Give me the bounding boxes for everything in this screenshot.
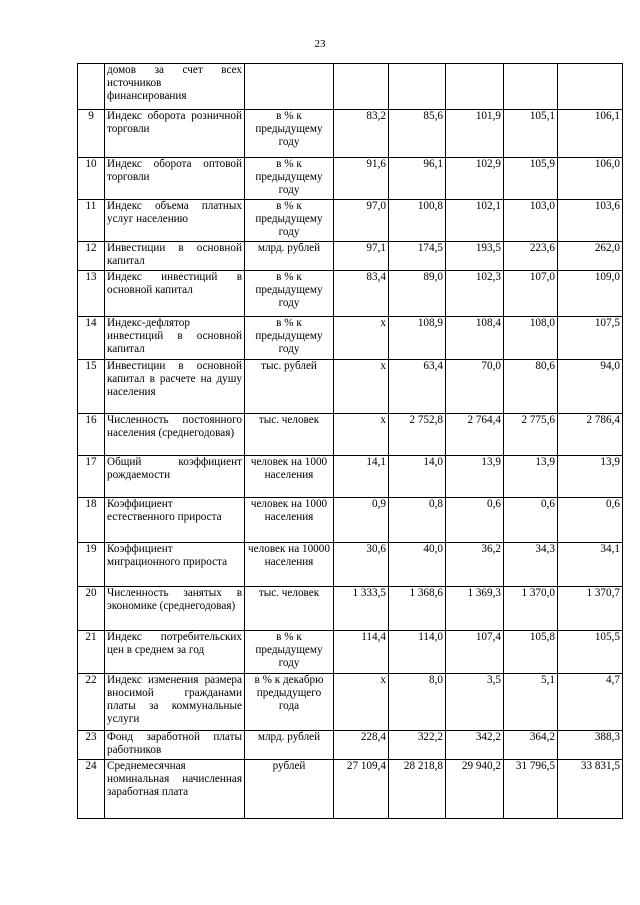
value-cell: 105,8 (504, 631, 558, 674)
row-number: 22 (78, 674, 105, 731)
value-cell (446, 64, 504, 110)
value-cell: 27 109,4 (334, 760, 389, 819)
table-row (78, 543, 623, 587)
row-number: 11 (78, 200, 105, 242)
value-cell: 2 764,4 (446, 414, 504, 456)
value-cell: 0,8 (389, 498, 446, 543)
unit-cell: человек на 1000 населения (245, 498, 334, 543)
value-cell: 8,0 (389, 674, 446, 731)
row-number: 14 (78, 317, 105, 360)
table-row (78, 360, 623, 414)
table-row (78, 587, 623, 631)
value-cell: 14,0 (389, 456, 446, 498)
value-cell: 193,5 (446, 242, 504, 271)
value-cell: 97,0 (334, 200, 389, 242)
row-number: 24 (78, 760, 105, 819)
value-cell (558, 64, 623, 110)
table-row (78, 631, 623, 674)
value-cell: 0,9 (334, 498, 389, 543)
indicator-name: Индекс оборота розничной торговли (105, 110, 245, 158)
value-cell: 114,0 (389, 631, 446, 674)
row-number: 21 (78, 631, 105, 674)
value-cell: 108,9 (389, 317, 446, 360)
value-cell: 2 752,8 (389, 414, 446, 456)
value-cell: 107,0 (504, 271, 558, 317)
indicator-name: Среднемесячная номинальная начисленная заработная плата (105, 760, 245, 819)
indicator-name: Фонд заработной платы работников (105, 731, 245, 760)
value-cell: 106,0 (558, 158, 623, 200)
unit-cell: тыс. рублей (245, 360, 334, 414)
value-cell: 13,9 (446, 456, 504, 498)
row-number: 19 (78, 543, 105, 587)
value-cell: 102,9 (446, 158, 504, 200)
value-cell: 106,1 (558, 110, 623, 158)
row-number: 12 (78, 242, 105, 271)
table-row (78, 242, 623, 271)
indicator-name: Численность занятых в экономике (среднегодовая) (105, 587, 245, 631)
table-row (78, 158, 623, 200)
page-number: 23 (314, 38, 326, 50)
value-cell: 40,0 (389, 543, 446, 587)
value-cell: 174,5 (389, 242, 446, 271)
value-cell: 1 370,0 (504, 587, 558, 631)
value-cell: 0,6 (558, 498, 623, 543)
value-cell: 5,1 (504, 674, 558, 731)
row-number: 18 (78, 498, 105, 543)
value-cell: 114,4 (334, 631, 389, 674)
value-cell: 94,0 (558, 360, 623, 414)
indicator-name: Общий коэффициент рождаемости (105, 456, 245, 498)
value-cell: 33 831,5 (558, 760, 623, 819)
indicator-name: Индекс объема платных услуг населению (105, 200, 245, 242)
value-cell: 100,8 (389, 200, 446, 242)
value-cell: 103,6 (558, 200, 623, 242)
unit-cell: в % к предыдущему году (245, 200, 334, 242)
unit-cell: тыс. человек (245, 414, 334, 456)
row-number: 13 (78, 271, 105, 317)
unit-cell: в % к предыдущему году (245, 631, 334, 674)
table-body (78, 64, 623, 819)
value-cell: 101,9 (446, 110, 504, 158)
indicator-name: Коэффициент миграционного прироста (105, 543, 245, 587)
indicator-name: Численность постоянного населения (среднегодовая) (105, 414, 245, 456)
unit-cell: в % к предыдущему году (245, 271, 334, 317)
value-cell: 2 775,6 (504, 414, 558, 456)
unit-cell: в % к предыдущему году (245, 317, 334, 360)
value-cell: 262,0 (558, 242, 623, 271)
value-cell: 223,6 (504, 242, 558, 271)
value-cell: х (334, 360, 389, 414)
value-cell: 63,4 (389, 360, 446, 414)
value-cell: 109,0 (558, 271, 623, 317)
unit-cell: человек на 10000 населения (245, 543, 334, 587)
table-row (78, 760, 623, 819)
value-cell (334, 64, 389, 110)
indicator-name: Индекс инвестиций в основной капитал (105, 271, 245, 317)
unit-cell: тыс. человек (245, 587, 334, 631)
row-number: 20 (78, 587, 105, 631)
value-cell: 28 218,8 (389, 760, 446, 819)
value-cell: 102,3 (446, 271, 504, 317)
table-row (78, 674, 623, 731)
value-cell: 108,0 (504, 317, 558, 360)
value-cell: 89,0 (389, 271, 446, 317)
unit-cell: в % к декабрю предыдущего года (245, 674, 334, 731)
value-cell: 30,6 (334, 543, 389, 587)
value-cell: 85,6 (389, 110, 446, 158)
value-cell: 70,0 (446, 360, 504, 414)
value-cell: 97,1 (334, 242, 389, 271)
value-cell: 83,2 (334, 110, 389, 158)
indicator-name: Индекс оборота оптовой торговли (105, 158, 245, 200)
table-row (78, 456, 623, 498)
value-cell: 1 368,6 (389, 587, 446, 631)
table-row (78, 498, 623, 543)
indicators-table (77, 63, 623, 819)
value-cell: 31 796,5 (504, 760, 558, 819)
value-cell: 105,1 (504, 110, 558, 158)
value-cell: 29 940,2 (446, 760, 504, 819)
value-cell (504, 64, 558, 110)
unit-cell: млрд. рублей (245, 731, 334, 760)
row-number: 10 (78, 158, 105, 200)
indicator-name: Коэффициент естественного прироста (105, 498, 245, 543)
indicator-name: Инвестиции в основной капитал (105, 242, 245, 271)
row-number: 16 (78, 414, 105, 456)
value-cell: 13,9 (558, 456, 623, 498)
unit-cell: в % к предыдущему году (245, 110, 334, 158)
unit-cell: в % к предыдущему году (245, 158, 334, 200)
table-row (78, 414, 623, 456)
value-cell: 34,3 (504, 543, 558, 587)
value-cell: 322,2 (389, 731, 446, 760)
value-cell: 103,0 (504, 200, 558, 242)
value-cell: 388,3 (558, 731, 623, 760)
value-cell: 83,4 (334, 271, 389, 317)
table-row (78, 731, 623, 760)
value-cell: 80,6 (504, 360, 558, 414)
value-cell: 105,5 (558, 631, 623, 674)
value-cell: 1 369,3 (446, 587, 504, 631)
value-cell: 34,1 (558, 543, 623, 587)
value-cell: 1 370,7 (558, 587, 623, 631)
unit-cell: человек на 1000 населения (245, 456, 334, 498)
value-cell: 228,4 (334, 731, 389, 760)
value-cell: 0,6 (504, 498, 558, 543)
value-cell: 107,4 (446, 631, 504, 674)
row-number: 17 (78, 456, 105, 498)
table-row (78, 64, 623, 110)
value-cell: х (334, 317, 389, 360)
row-number (78, 64, 105, 110)
row-number: 9 (78, 110, 105, 158)
value-cell: 4,7 (558, 674, 623, 731)
unit-cell: рублей (245, 760, 334, 819)
value-cell: 13,9 (504, 456, 558, 498)
table-row (78, 317, 623, 360)
value-cell (389, 64, 446, 110)
indicator-name: Инвестиции в основной капитал в расчете на душу населения (105, 360, 245, 414)
value-cell: 3,5 (446, 674, 504, 731)
value-cell: 105,9 (504, 158, 558, 200)
unit-cell (245, 64, 334, 110)
value-cell: 91,6 (334, 158, 389, 200)
value-cell: 96,1 (389, 158, 446, 200)
indicator-name: Индекс-дефлятор инвестиций в основной капитал (105, 317, 245, 360)
value-cell: 107,5 (558, 317, 623, 360)
value-cell: х (334, 674, 389, 731)
value-cell: 36,2 (446, 543, 504, 587)
value-cell: 0,6 (446, 498, 504, 543)
indicator-name: Индекс потребительских цен в среднем за год (105, 631, 245, 674)
table-row (78, 110, 623, 158)
value-cell: 14,1 (334, 456, 389, 498)
table-row (78, 200, 623, 242)
indicator-name: Индекс изменения размера вносимой гражданами платы за коммунальные услуги (105, 674, 245, 731)
row-number: 15 (78, 360, 105, 414)
row-number: 23 (78, 731, 105, 760)
indicator-name: домов за счет всех источников финансирования (105, 64, 245, 110)
value-cell: 2 786,4 (558, 414, 623, 456)
value-cell: 1 333,5 (334, 587, 389, 631)
value-cell: х (334, 414, 389, 456)
unit-cell: млрд. рублей (245, 242, 334, 271)
table-row (78, 271, 623, 317)
value-cell: 342,2 (446, 731, 504, 760)
value-cell: 364,2 (504, 731, 558, 760)
value-cell: 102,1 (446, 200, 504, 242)
value-cell: 108,4 (446, 317, 504, 360)
